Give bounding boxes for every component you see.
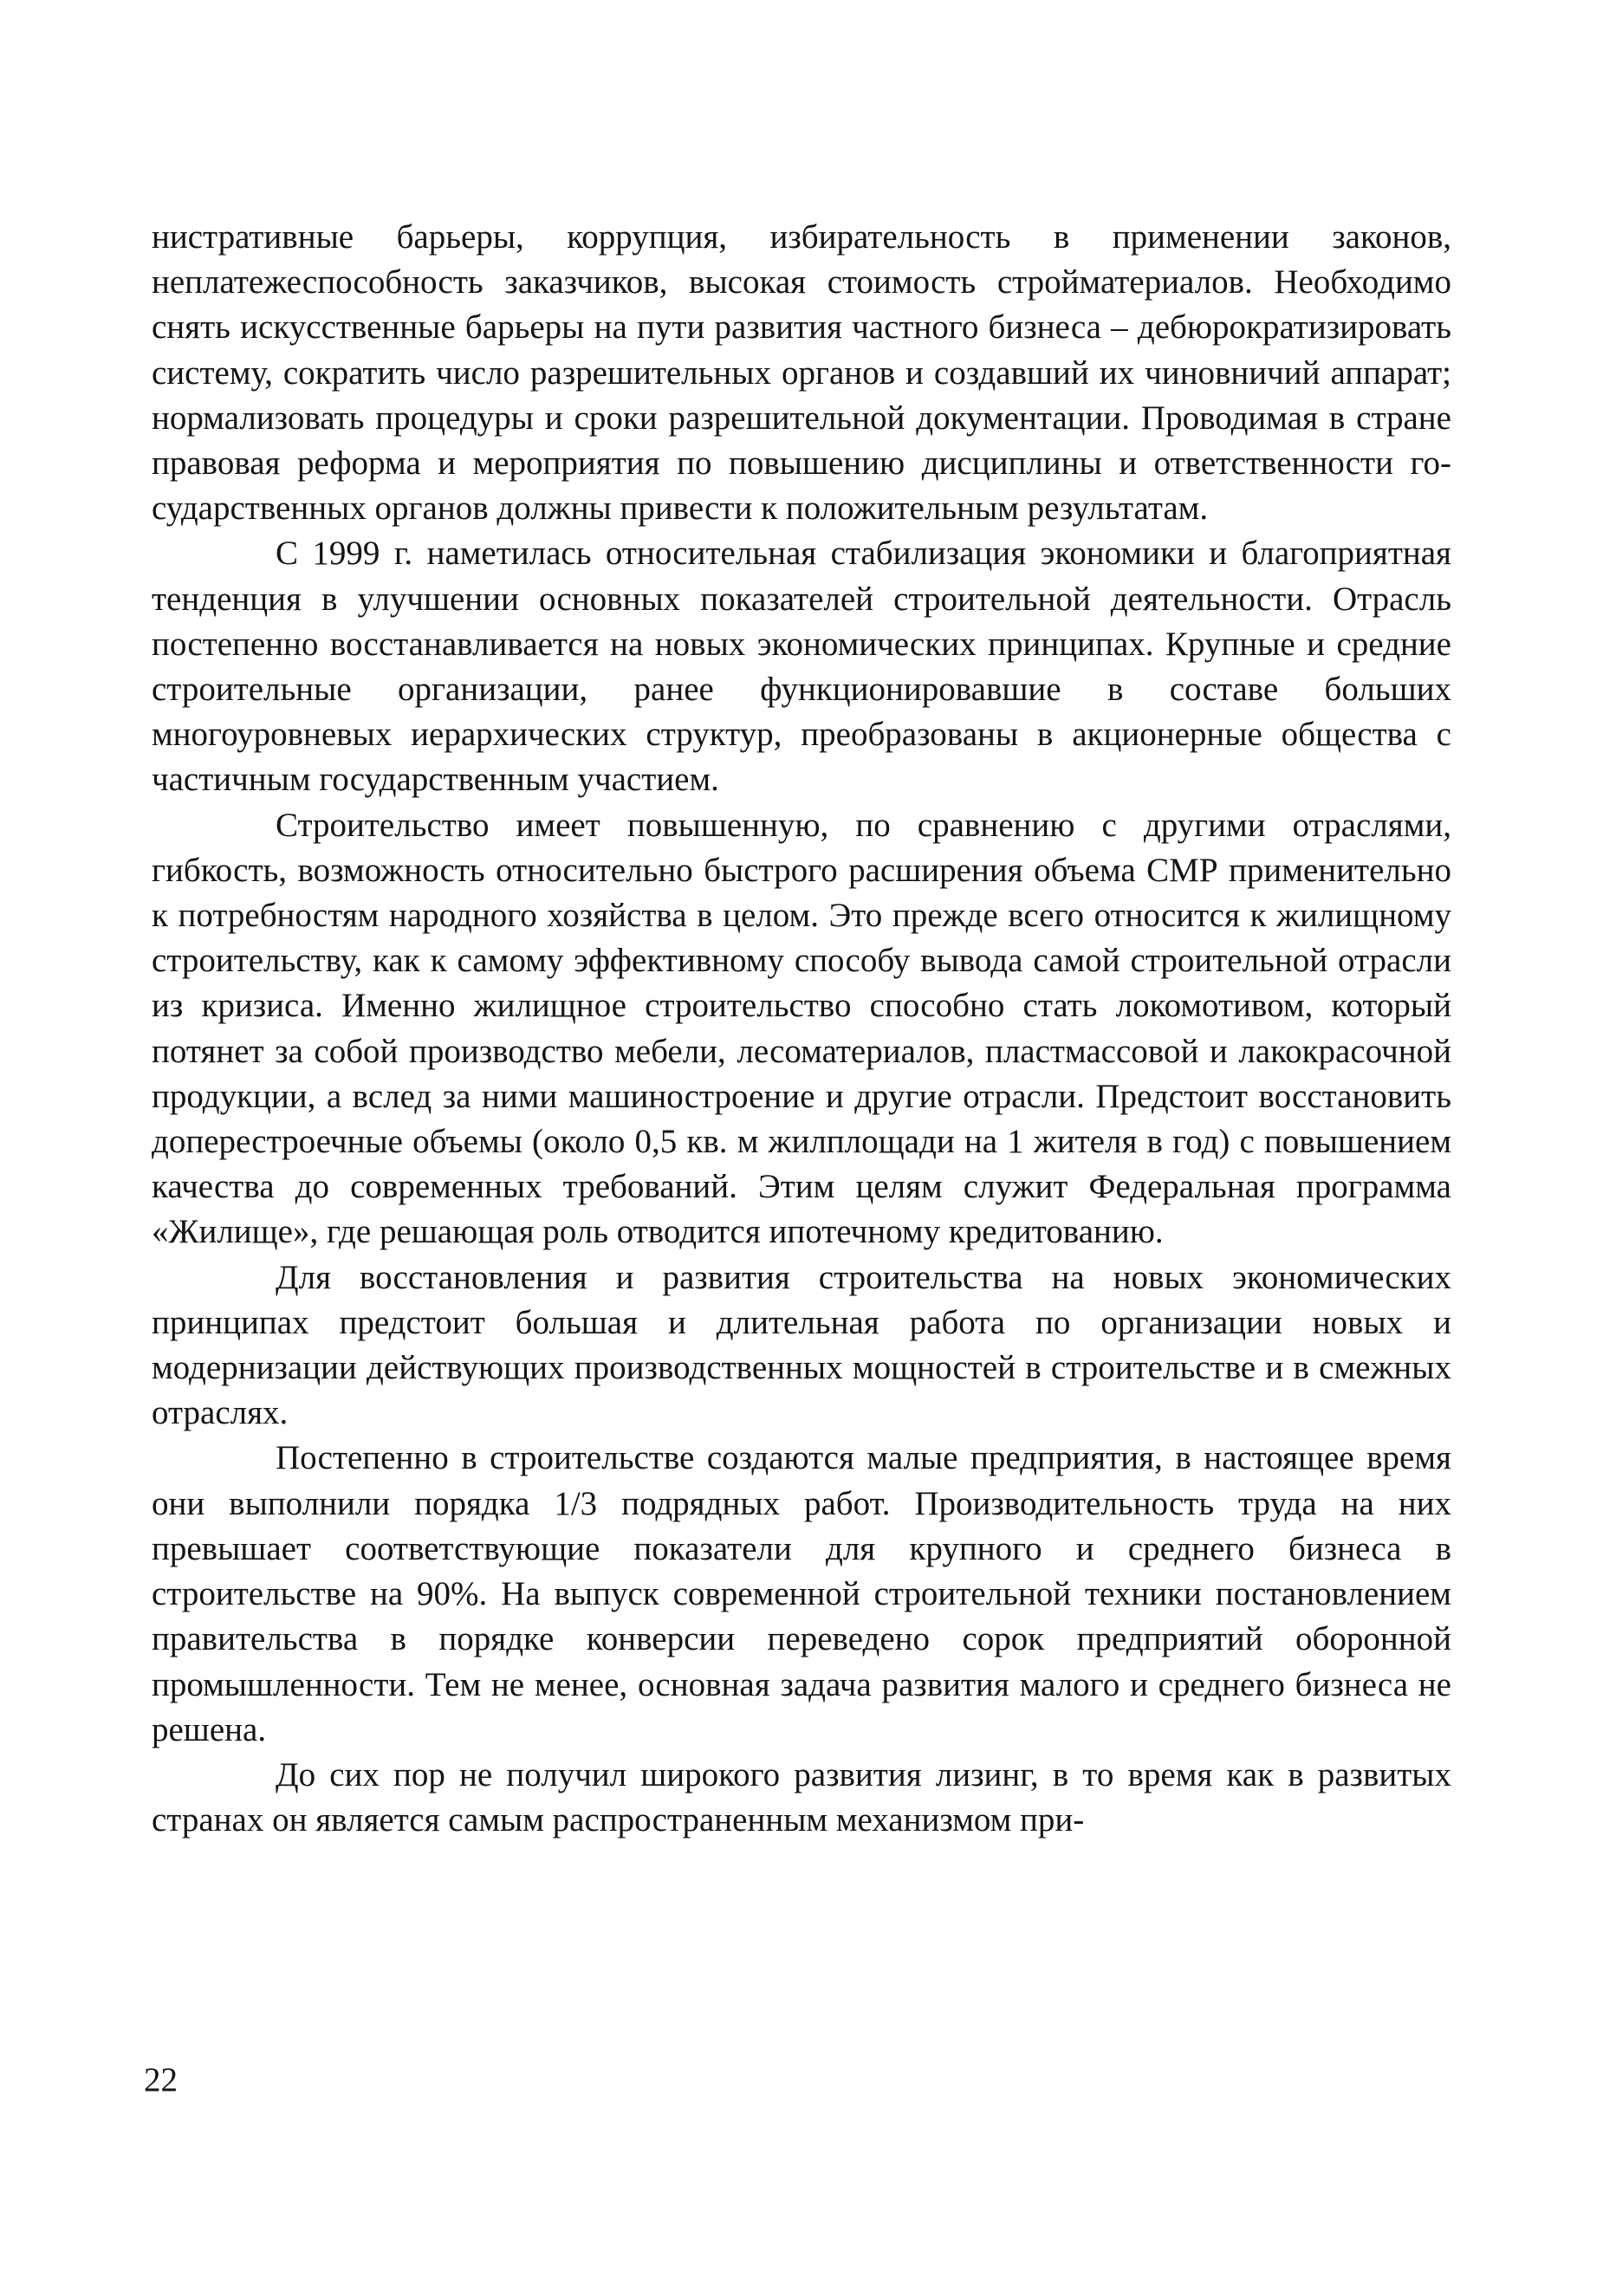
paragraph-housing-construction: Строительство имеет повышенную, по сравнению с другими отраслями, гибкость, возможность относительно быстрого расширения объема СМР применительно к потребностям народного хозяйства в целом. Это прежде всего относится к жилищному строительству, как к самому эффективному способу вывода самой строительной отрасли из кризиса. Именно жилищное строительство способно стать локомотивом, который потянет за собой производство мебели, лесоматериалов, пластмассовой и лакокрасочной продукции, а вслед за ними машиностроение и другие отрасли. Предстоит восстановить доперестроечные объемы (около 0,5 кв. м жилплощади на 1 жителя в год) с повышением качества до современных требований. Этим целям служит Федеральная программа «Жилище», где решающая роль отводится ипотечному кредитованию. xyxy=(152,806,1451,1251)
paragraph-leasing: До сих пор не получил широкого развития лизинг, в то время как в развитых странах он является самым распространенным механизмом при- xyxy=(152,1755,1451,1839)
paragraph-small-business: Постепенно в строительстве создаются малые предприятия, в настоящее время они выполнили порядка 1/3 подрядных работ. Производительность труда на них превышает соответствующие показатели для крупного и среднего бизнеса в строительстве на 90%. На выпуск современной строительной техники постановлением правительства в порядке конверсии переведено сорок предприятий оборонной промышленности. Тем не менее, основная задача развития малого и среднего бизнеса не решена. xyxy=(152,1439,1451,1748)
paragraph-stabilization: С 1999 г. наметилась относительная стабилизация экономики и благоприятная тенденция в улучшении основных показателей строительной деятельности. Отрасль постепенно восстанавливается на новых экономических принципах. Крупные и средние строительные организации, ранее функционировавшие в составе больших многоуровневых иерархических структур, преобразованы в акционерные общества с частичным государственным участием. xyxy=(152,535,1451,799)
page-number: 22 xyxy=(144,2061,178,2098)
body-text xyxy=(152,215,1451,1843)
paragraph-modernization: Для восстановления и развития строительства на новых экономических принципах предстоит большая и длительная работа по организации новых и модернизации действующих производственных мощностей в строительстве и в смежных отраслях. xyxy=(152,1258,1451,1432)
paragraph-continuation: нистративные барьеры, коррупция, избирательность в применении законов, неплатежеспособность заказчиков, высокая стоимость стройматериалов. Необходимо снять искусственные барьеры на пути развития частного бизнеса – дебюрократизировать систему, сократить число разрешительных органов и создавший их чиновничий аппарат; нормализовать процедуры и сроки разрешительной документации. Проводимая в стране правовая реформа и мероприятия по повышению дисциплины и ответственности государственных органов должны привести к положительным результатам. xyxy=(152,218,1451,528)
